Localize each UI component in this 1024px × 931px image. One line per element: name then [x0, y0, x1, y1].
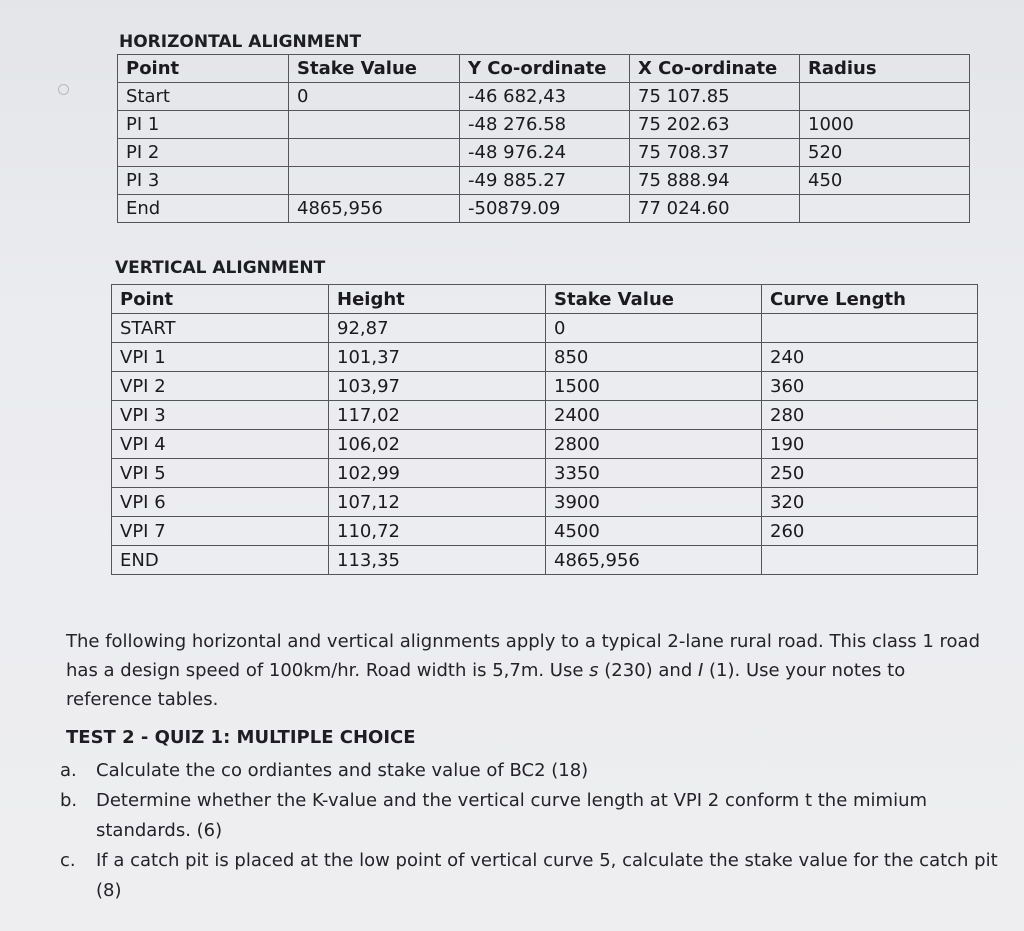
table-cell: 75 708.37: [630, 139, 800, 167]
horizontal-alignment-title: HORIZONTAL ALIGNMENT: [119, 32, 362, 52]
table-cell: 0: [289, 83, 460, 111]
question-b: [60, 786, 1000, 846]
column-header: Stake Value: [546, 285, 762, 314]
i-symbol: I: [697, 660, 704, 681]
table-row: [112, 314, 978, 343]
table-cell: 117,02: [329, 401, 546, 430]
table-cell: 103,97: [329, 372, 546, 401]
table-cell: START: [112, 314, 329, 343]
column-header: Y Co-ordinate: [460, 55, 630, 83]
table-cell: [762, 314, 978, 343]
table-cell: VPI 3: [112, 401, 329, 430]
table-cell: 102,99: [329, 459, 546, 488]
table-cell: 1000: [800, 111, 970, 139]
description-text: (230) and: [598, 660, 698, 681]
table-row: [112, 517, 978, 546]
s-symbol: s: [589, 660, 599, 681]
problem-description: [66, 627, 986, 714]
table-cell: VPI 5: [112, 459, 329, 488]
table-cell: -48 276.58: [460, 111, 630, 139]
column-header: Point: [112, 285, 329, 314]
question-text: Determine whether the K-value and the vertical curve length at VPI 2 conform t the mimium standards. (6): [96, 790, 928, 841]
table-cell: [800, 195, 970, 223]
table-cell: 1500: [546, 372, 762, 401]
table-row: [112, 459, 978, 488]
column-header: Stake Value: [289, 55, 460, 83]
table-cell: PI 2: [118, 139, 289, 167]
description-text: The following horizontal and vertical alignments apply to a typical 2-lane rural road. This class 1 road has a design speed of 100km/hr. Road width is 5,7m. Use: [66, 631, 981, 681]
column-header: Radius: [800, 55, 970, 83]
table-row: [118, 167, 970, 195]
table-row: [112, 546, 978, 575]
table-cell: VPI 4: [112, 430, 329, 459]
table-cell: VPI 2: [112, 372, 329, 401]
table-cell: 0: [546, 314, 762, 343]
table-cell: 101,37: [329, 343, 546, 372]
column-header: Height: [329, 285, 546, 314]
table-cell: 4865,956: [546, 546, 762, 575]
table-cell: -46 682,43: [460, 83, 630, 111]
table-cell: -50879.09: [460, 195, 630, 223]
table-row: [118, 195, 970, 223]
circle-bullet-icon: [58, 84, 69, 95]
table-cell: 75 107.85: [630, 83, 800, 111]
table-row: [112, 372, 978, 401]
table-row: [118, 83, 970, 111]
table-cell: 320: [762, 488, 978, 517]
table-header-row: [112, 285, 978, 314]
table-cell: 92,87: [329, 314, 546, 343]
table-cell: 260: [762, 517, 978, 546]
table-cell: 77 024.60: [630, 195, 800, 223]
table-row: [118, 139, 970, 167]
table-cell: 450: [800, 167, 970, 195]
table-cell: 240: [762, 343, 978, 372]
table-cell: 250: [762, 459, 978, 488]
vertical-alignment-table: [111, 284, 978, 575]
table-cell: 3350: [546, 459, 762, 488]
table-cell: 106,02: [329, 430, 546, 459]
table-cell: -48 976.24: [460, 139, 630, 167]
table-row: [112, 430, 978, 459]
quiz-title: TEST 2 - QUIZ 1: MULTIPLE CHOICE: [66, 727, 416, 748]
table-cell: End: [118, 195, 289, 223]
table-cell: 2400: [546, 401, 762, 430]
table-cell: 850: [546, 343, 762, 372]
table-cell: Start: [118, 83, 289, 111]
table-cell: [800, 83, 970, 111]
table-cell: [289, 139, 460, 167]
vertical-alignment-title: VERTICAL ALIGNMENT: [115, 258, 326, 278]
table-cell: 4865,956: [289, 195, 460, 223]
table-cell: VPI 6: [112, 488, 329, 517]
description-text: (1). Use your notes to reference tables.: [66, 660, 906, 710]
table-cell: [289, 167, 460, 195]
table-cell: 520: [800, 139, 970, 167]
table-cell: 110,72: [329, 517, 546, 546]
question-text: If a catch pit is placed at the low point of vertical curve 5, calculate the stake value for the catch pit (8): [96, 850, 998, 901]
column-header: X Co-ordinate: [630, 55, 800, 83]
question-letter: c.: [60, 850, 76, 871]
table-cell: [289, 111, 460, 139]
table-row: [112, 343, 978, 372]
table-cell: 75 888.94: [630, 167, 800, 195]
table-cell: PI 1: [118, 111, 289, 139]
table-cell: 2800: [546, 430, 762, 459]
table-cell: VPI 7: [112, 517, 329, 546]
table-row: [118, 111, 970, 139]
table-cell: VPI 1: [112, 343, 329, 372]
table-cell: -49 885.27: [460, 167, 630, 195]
table-cell: END: [112, 546, 329, 575]
table-cell: 3900: [546, 488, 762, 517]
column-header: Point: [118, 55, 289, 83]
question-a: [60, 756, 1000, 786]
table-cell: 75 202.63: [630, 111, 800, 139]
table-cell: 360: [762, 372, 978, 401]
table-cell: PI 3: [118, 167, 289, 195]
table-cell: 190: [762, 430, 978, 459]
table-cell: 280: [762, 401, 978, 430]
question-c: [60, 846, 1000, 906]
column-header: Curve Length: [762, 285, 978, 314]
question-letter: a.: [60, 760, 77, 781]
table-cell: 113,35: [329, 546, 546, 575]
table-cell: 107,12: [329, 488, 546, 517]
horizontal-alignment-table: [117, 54, 970, 223]
table-row: [112, 401, 978, 430]
table-cell: [762, 546, 978, 575]
question-letter: b.: [60, 790, 78, 811]
table-cell: 4500: [546, 517, 762, 546]
question-text: Calculate the co ordiantes and stake value of BC2 (18): [96, 760, 589, 781]
table-header-row: [118, 55, 970, 83]
table-row: [112, 488, 978, 517]
